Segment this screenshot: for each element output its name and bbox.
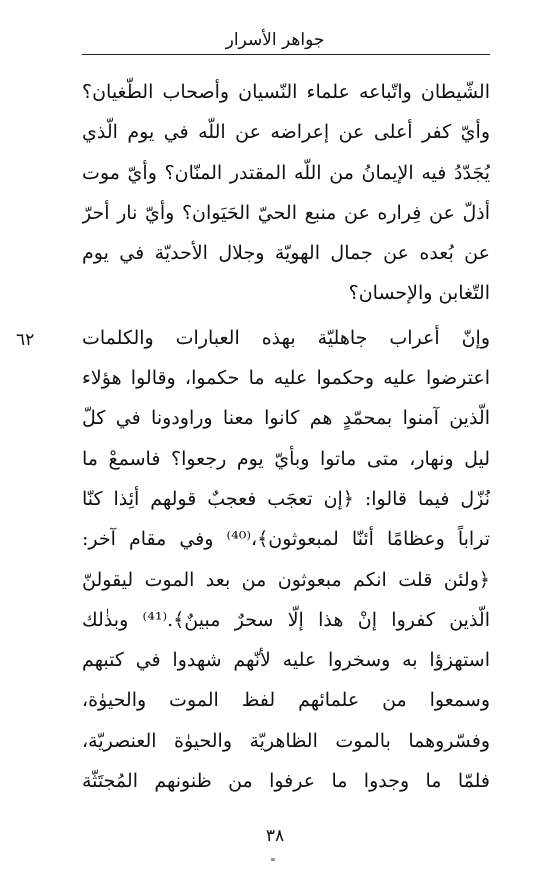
text-line: وأيّ كفر أعلى عن إعراضه عن اللّه في يوم الّذي: [82, 121, 490, 144]
text-line: اعترضوا عليه وحكموا عليه ما حكموا، وقالوا هؤلاء: [82, 367, 490, 390]
text-line: أذلّ عن فِراره عن منبع الحيّ الحَيَوان؟ وأيّ نار أحرّ: [82, 201, 490, 224]
page-body: [82, 72, 490, 801]
text-line: فلمّا ما وجدوا ما عرفوا من ظنونهم المُجتَثّة: [82, 770, 490, 793]
text-line: عن بُعده عن جمال الهويّة وجلال الأحديّة في يوم: [82, 242, 490, 265]
page-number: ٣٨: [265, 826, 285, 846]
text-line: ﴿ولئن قلت انكم مبعوثون من بعد الموت ليقولنّ: [82, 568, 490, 591]
text-line: التّغابن والإحسان؟: [348, 282, 490, 305]
header-rule: [82, 54, 490, 55]
running-header-title: جواهر الأسرار: [225, 30, 325, 50]
text-line: ليل ونهار، متى ماتوا وبأيّ يوم رجعوا؟ فاسمعْ ما: [82, 447, 490, 470]
text-line: استهزؤا به وسخروا عليه لأنّهم شهدوا في كتبهم: [82, 649, 490, 672]
text-line: وفسّروهما بالموت الظاهريّة والحيوٰة العنصريّة،: [82, 729, 490, 752]
text-line: نُزّل فيما قالوا: ﴿إن تعجَب فعجبٌ قولهم أئِذا كنّا: [82, 487, 490, 510]
text-line: وسمعوا من علمائهم لفظ الموت والحيوٰة،: [82, 689, 490, 712]
text-line: الّذين آمنوا بمحمّدٍ هم كانوا معنا وراودونا في كلّ: [82, 407, 490, 430]
text-line: الّذين كفروا إنْ هذا إلّا سحرٌ مبينٌ﴾.⁽⁴¹⁾ وبذٰلك: [82, 608, 490, 631]
text-line: تراباً وعظامًا أئنّا لمبعوثون﴾،⁽⁴⁰⁾ وفي مقام آخر:: [82, 528, 490, 551]
footer-mark: [271, 858, 275, 861]
text-line: وإنّ أعراب جاهليّة بهذه العبارات والكلمات: [82, 326, 490, 349]
text-line: يُجَدّدُ فيه الإيمانُ من اللّه المقتدر المنّان؟ وأيّ موت: [82, 161, 490, 184]
margin-verse-number: ٦٢: [16, 330, 35, 350]
text-line: الشّيطان واتّباعه علماء النّسيان وأصحاب الطّغيان؟: [82, 81, 490, 103]
